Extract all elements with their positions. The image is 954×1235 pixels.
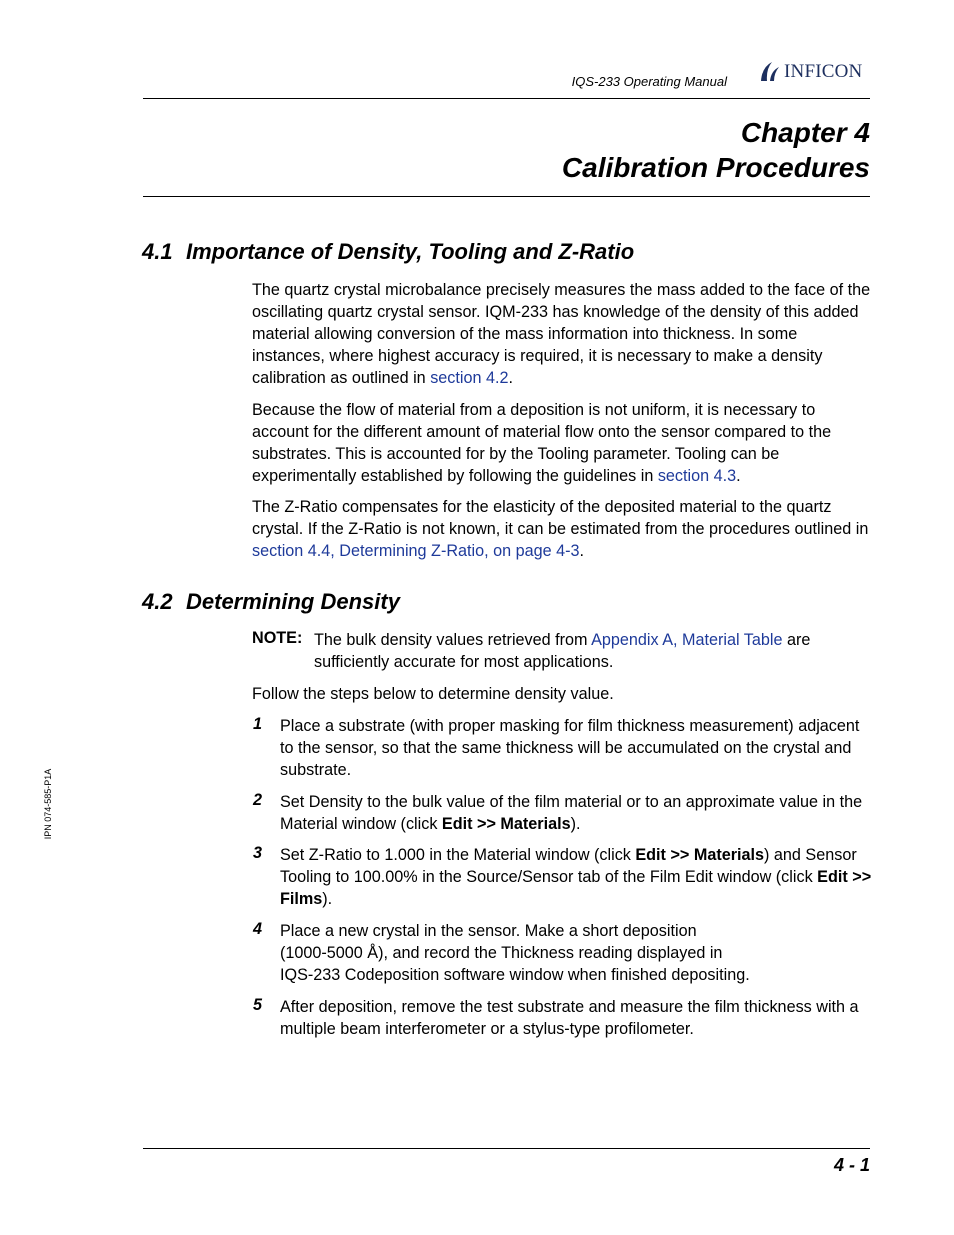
- note-text: [314, 629, 874, 673]
- header-rule: [143, 98, 870, 99]
- step-number: 3: [253, 844, 263, 862]
- section-4-1-paragraph-1: [252, 279, 872, 389]
- section-4-1-title: Importance of Density, Tooling and Z-Ratio: [186, 239, 635, 264]
- chapter-rule: [143, 196, 870, 197]
- section-4-2-number: 4.2: [142, 589, 173, 614]
- inficon-logo-mark-icon: [758, 59, 782, 83]
- link-section-4-4[interactable]: section 4.4, Determining Z-Ratio, on page 4-3: [252, 542, 580, 560]
- section-4-1-heading: [142, 239, 634, 265]
- section-4-2-title: Determining Density: [186, 589, 400, 614]
- section-4-1-paragraph-2: [252, 399, 872, 487]
- section-4-2-heading: [142, 589, 400, 615]
- paragraph-end: .: [579, 542, 585, 560]
- step-text-part: ).: [322, 890, 333, 908]
- note-body: The bulk density values retrieved from: [314, 631, 592, 649]
- menu-path: Edit >> Materials: [441, 815, 571, 833]
- step-number: 2: [253, 791, 263, 809]
- step-text: Place a substrate (with proper masking for film thickness measurement) adjacent to the sensor, so that the same thickness will be accumulated on the crystal and substrate.: [280, 717, 860, 779]
- note-end: are sufficiently accurate for most applications.: [314, 631, 811, 671]
- step-line: (1000-5000 Å), and record the Thickness reading displayed in: [280, 944, 723, 962]
- document-part-number: IPN 074-585-P1A: [43, 768, 53, 840]
- link-appendix-a[interactable]: Appendix A, Material Table: [591, 631, 783, 649]
- note-label: NOTE:: [252, 629, 303, 647]
- step-text: After deposition, remove the test substrate and measure the film thickness with a multiple beam interferometer or a stylus-type profilometer.: [280, 998, 859, 1038]
- paragraph-end: .: [736, 467, 741, 485]
- inficon-logo: [758, 57, 874, 87]
- link-section-4-2[interactable]: section 4.2: [430, 369, 509, 387]
- step-text-part: ).: [570, 815, 581, 833]
- section-4-1-number: 4.1: [142, 239, 173, 264]
- chapter-number: Chapter 4: [740, 117, 870, 148]
- link-section-4-3[interactable]: section 4.3: [657, 467, 737, 485]
- step-text: [280, 844, 872, 910]
- step-number: 5: [253, 996, 263, 1014]
- step-line: Place a new crystal in the sensor. Make a short deposition: [280, 922, 697, 940]
- paragraph-text: The Z-Ratio compensates for the elasticity of the deposited material to the quartz crystal. If the Z-Ratio is not known, it can be estimated from the procedures outlined in: [252, 498, 869, 538]
- step-line: IQS-233 Codeposition software window when finished depositing.: [280, 966, 750, 984]
- step-number: 4: [253, 920, 263, 938]
- step-text: [280, 791, 872, 835]
- logo-wordmark: INFICON: [784, 61, 863, 82]
- page-number: 4 - 1: [833, 1155, 870, 1175]
- step-text-part: Set Density to the bulk value of the film material or to an approximate value in the Material window (click: [280, 793, 863, 833]
- step-text: [280, 920, 872, 986]
- chapter-title: Calibration Procedures: [561, 152, 870, 183]
- paragraph-end: .: [508, 369, 513, 387]
- paragraph-text: The quartz crystal microbalance precisely measures the mass added to the face of the oscillating quartz crystal sensor. IQM-233 has knowledge of the density of this added material allowing conversion of the mass information into thickness. In some instances, where highest accuracy is required, it is necessary to make a density calibration as outlined in: [252, 281, 871, 387]
- manual-title: IQS-233 Operating Manual: [571, 74, 727, 89]
- menu-path: Edit >> Materials: [635, 846, 765, 864]
- steps-intro: Follow the steps below to determine density value.: [252, 685, 614, 703]
- step-text-part: Set Z-Ratio to 1.000 in the Material window (click: [280, 846, 636, 864]
- paragraph-text: Because the flow of material from a deposition is not uniform, it is necessary to account for the different amount of material flow onto the sensor compared to the substrates. This is accounted for by the Tooling parameter. Tooling can be experimentally established by following the guidelines in: [252, 401, 832, 485]
- step-text-part: ) and Sensor Tooling to 100.00% in the Source/Sensor tab of the Film Edit window (click: [280, 846, 857, 886]
- step-number: 1: [253, 715, 263, 733]
- section-4-1-paragraph-3: [252, 496, 872, 562]
- menu-path: Edit >> Films: [280, 868, 872, 908]
- footer-rule: [143, 1148, 870, 1149]
